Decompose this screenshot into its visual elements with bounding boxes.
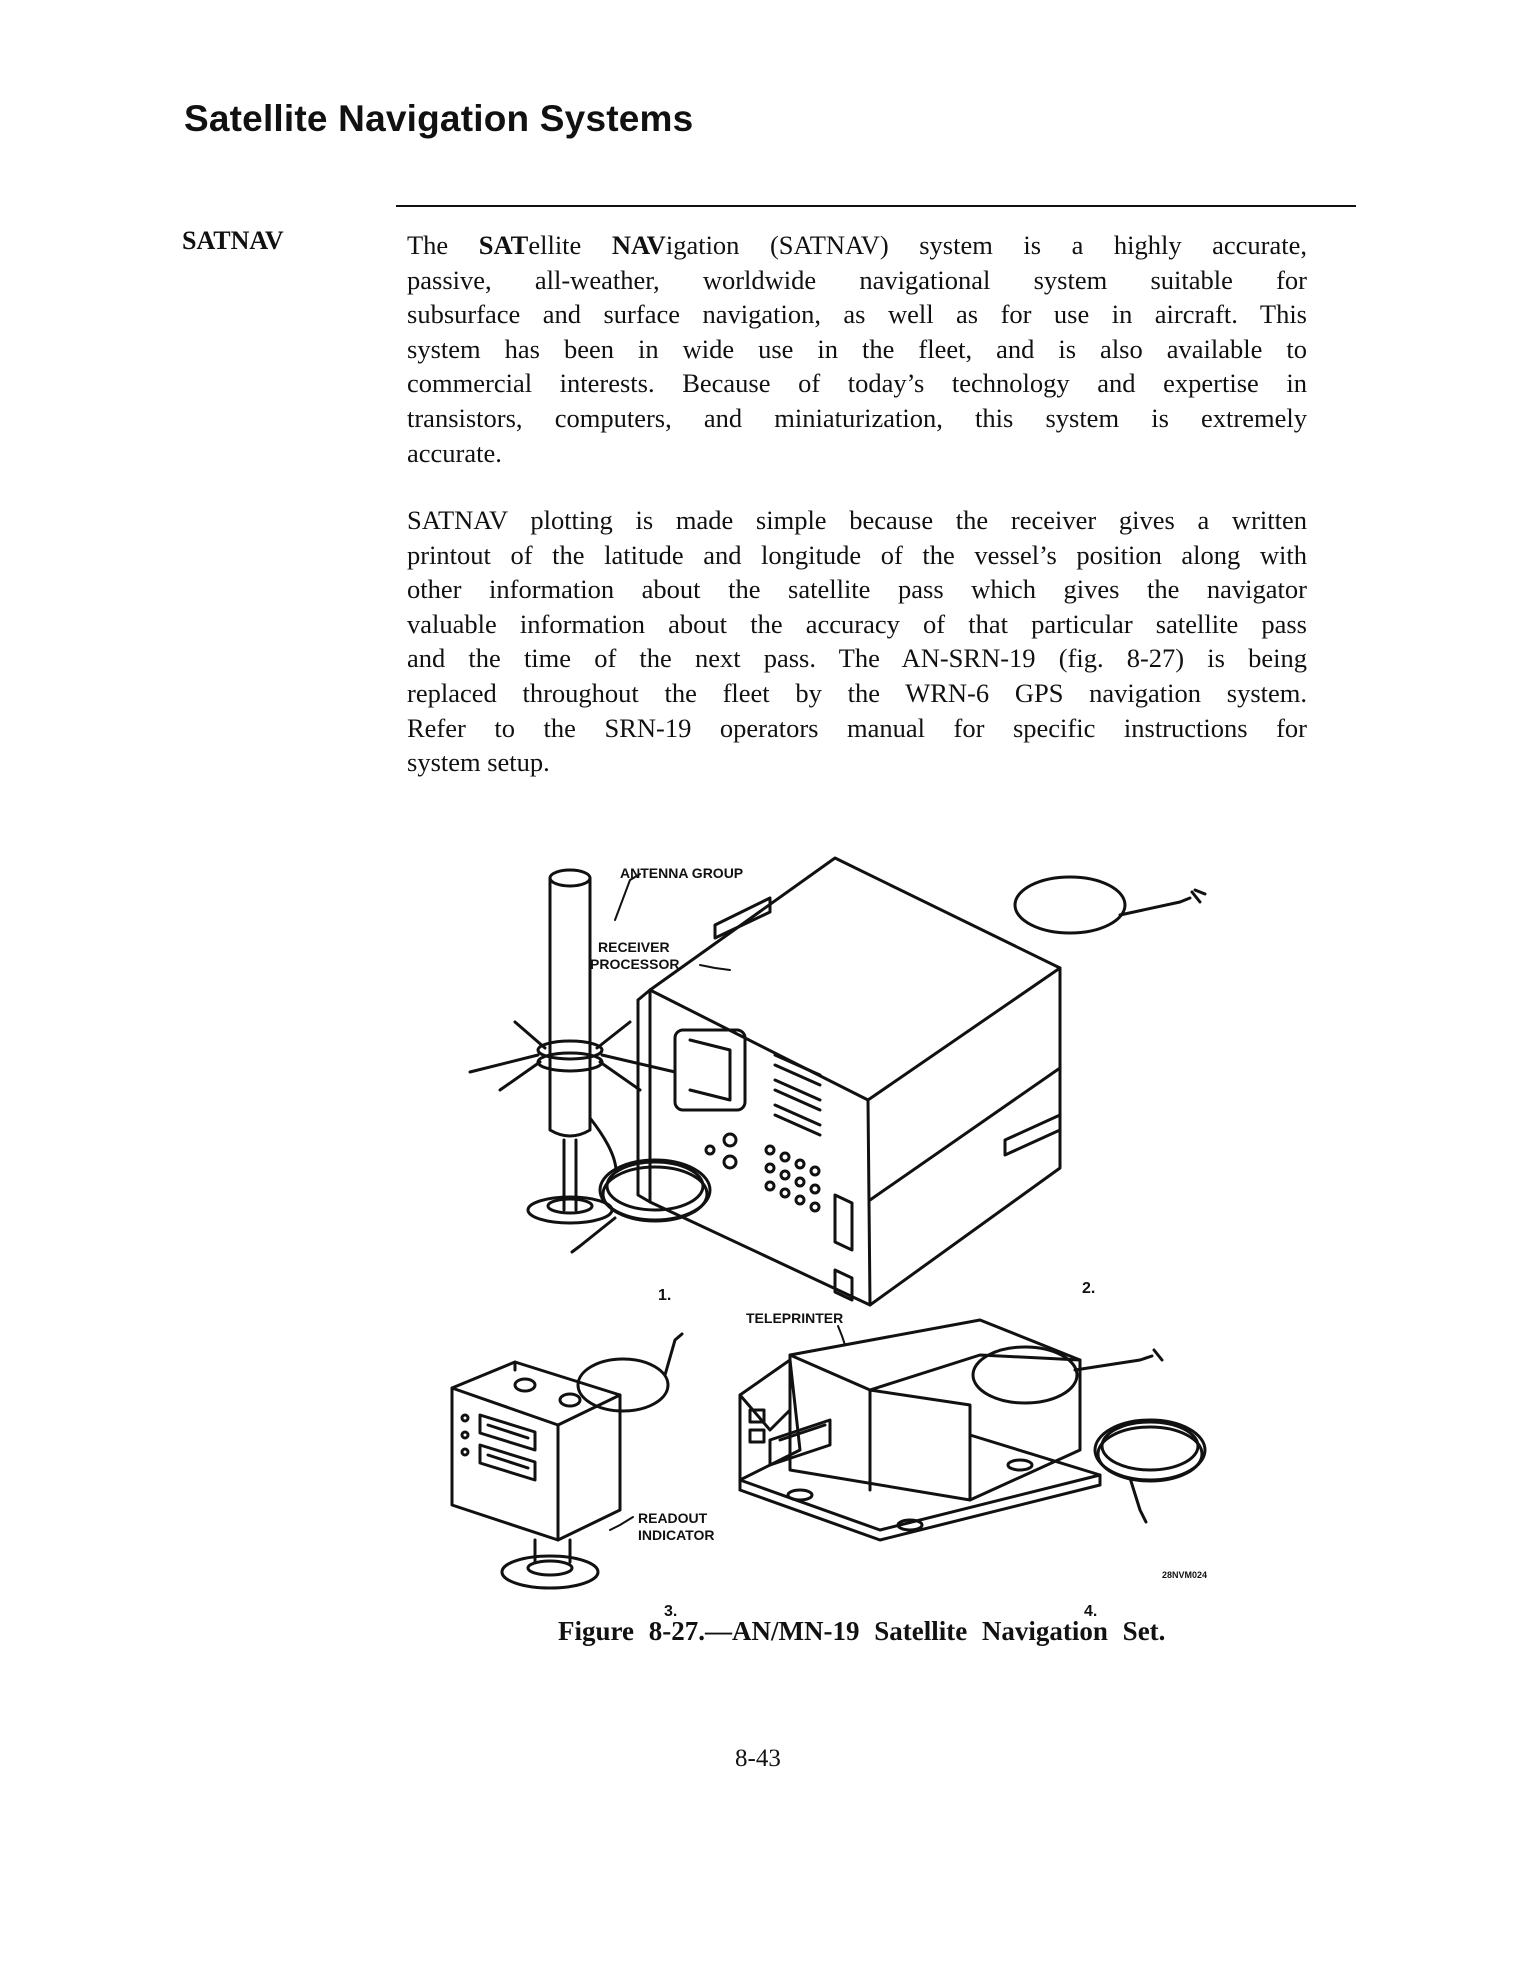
sat-rest: ellite xyxy=(528,230,612,260)
label-processor: PROCESSOR xyxy=(590,956,680,972)
nav-bold: NAV xyxy=(611,230,666,260)
side-label: SATNAV xyxy=(182,226,284,255)
paragraph-1-line: transistors, computers, and miniaturization, this system is extremely xyxy=(407,402,1307,433)
label-receiver: RECEIVER xyxy=(598,939,670,955)
figure-number-3: 3. xyxy=(664,1603,678,1620)
label-readout: READOUT xyxy=(638,1510,708,1526)
paragraph-1 xyxy=(407,228,1307,470)
readout-leader-line xyxy=(610,1517,633,1530)
paragraph-2-line: SATNAV plotting is made simple because the receiver gives a written xyxy=(407,505,1307,535)
paragraph-2-line: replaced throughout the fleet by the WRN-6 GPS navigation system. xyxy=(407,677,1307,708)
label-antenna-group: ANTENNA GROUP xyxy=(620,865,744,881)
line1-rest: igation (SATNAV) system is a highly accurate, xyxy=(665,230,1307,260)
teleprinter-leader-line xyxy=(838,1326,845,1345)
figure-caption: Figure 8-27.—AN/MN-19 Satellite Navigation Set. xyxy=(558,1616,1166,1646)
figure-number-4: 4. xyxy=(1084,1603,1098,1620)
paragraph-2-line: printout of the latitude and longitude of the vessel’s position along with xyxy=(407,539,1307,570)
figure-number-2: 2. xyxy=(1082,1280,1096,1297)
page-number: 8-43 xyxy=(735,1745,781,1772)
paragraph-1-line: commercial interests. Because of today’s technology and expertise in xyxy=(407,368,1307,399)
paragraph-1-line: passive, all-weather, worldwide navigational system suitable for xyxy=(407,264,1307,295)
horizontal-rule xyxy=(396,205,1356,207)
label-indicator: INDICATOR xyxy=(638,1527,715,1543)
sat-bold: SAT xyxy=(478,230,529,260)
paragraph-2-line: valuable information about the accuracy of that particular satellite pass xyxy=(407,608,1307,639)
readout-indicator-drawing xyxy=(452,1334,682,1588)
figure-code: 28NVM024 xyxy=(1162,1570,1208,1580)
paragraph-1-line xyxy=(407,228,1307,263)
figure-satellite-navigation-set xyxy=(440,850,1240,1620)
paragraph-2 xyxy=(407,503,1307,780)
paragraph-1-line: system has been in wide use in the fleet, and is also available to xyxy=(407,333,1307,364)
paragraph-1-line: subsurface and surface navigation, as well as for use in aircraft. This xyxy=(407,299,1307,330)
paragraph-2-line: other information about the satellite pass which gives the navigator xyxy=(407,574,1307,605)
section-title: Satellite Navigation Systems xyxy=(184,98,694,139)
paragraph-2-line: and the time of the next pass. The AN-SRN-19 (fig. 8-27) is being xyxy=(407,643,1307,674)
receiver-processor-drawing xyxy=(638,858,1205,1305)
paragraph-2-line: system setup. xyxy=(407,747,550,778)
intro-text: The xyxy=(407,230,479,260)
paragraph-2-line: Refer to the SRN-19 operators manual for specific instructions for xyxy=(407,712,1307,743)
figure-number-1: 1. xyxy=(658,1287,672,1304)
receiver-leader-line xyxy=(700,965,730,970)
paragraph-1-line: accurate. xyxy=(407,437,502,468)
teleprinter-drawing xyxy=(740,1320,1205,1540)
label-teleprinter: TELEPRINTER xyxy=(746,1310,844,1326)
